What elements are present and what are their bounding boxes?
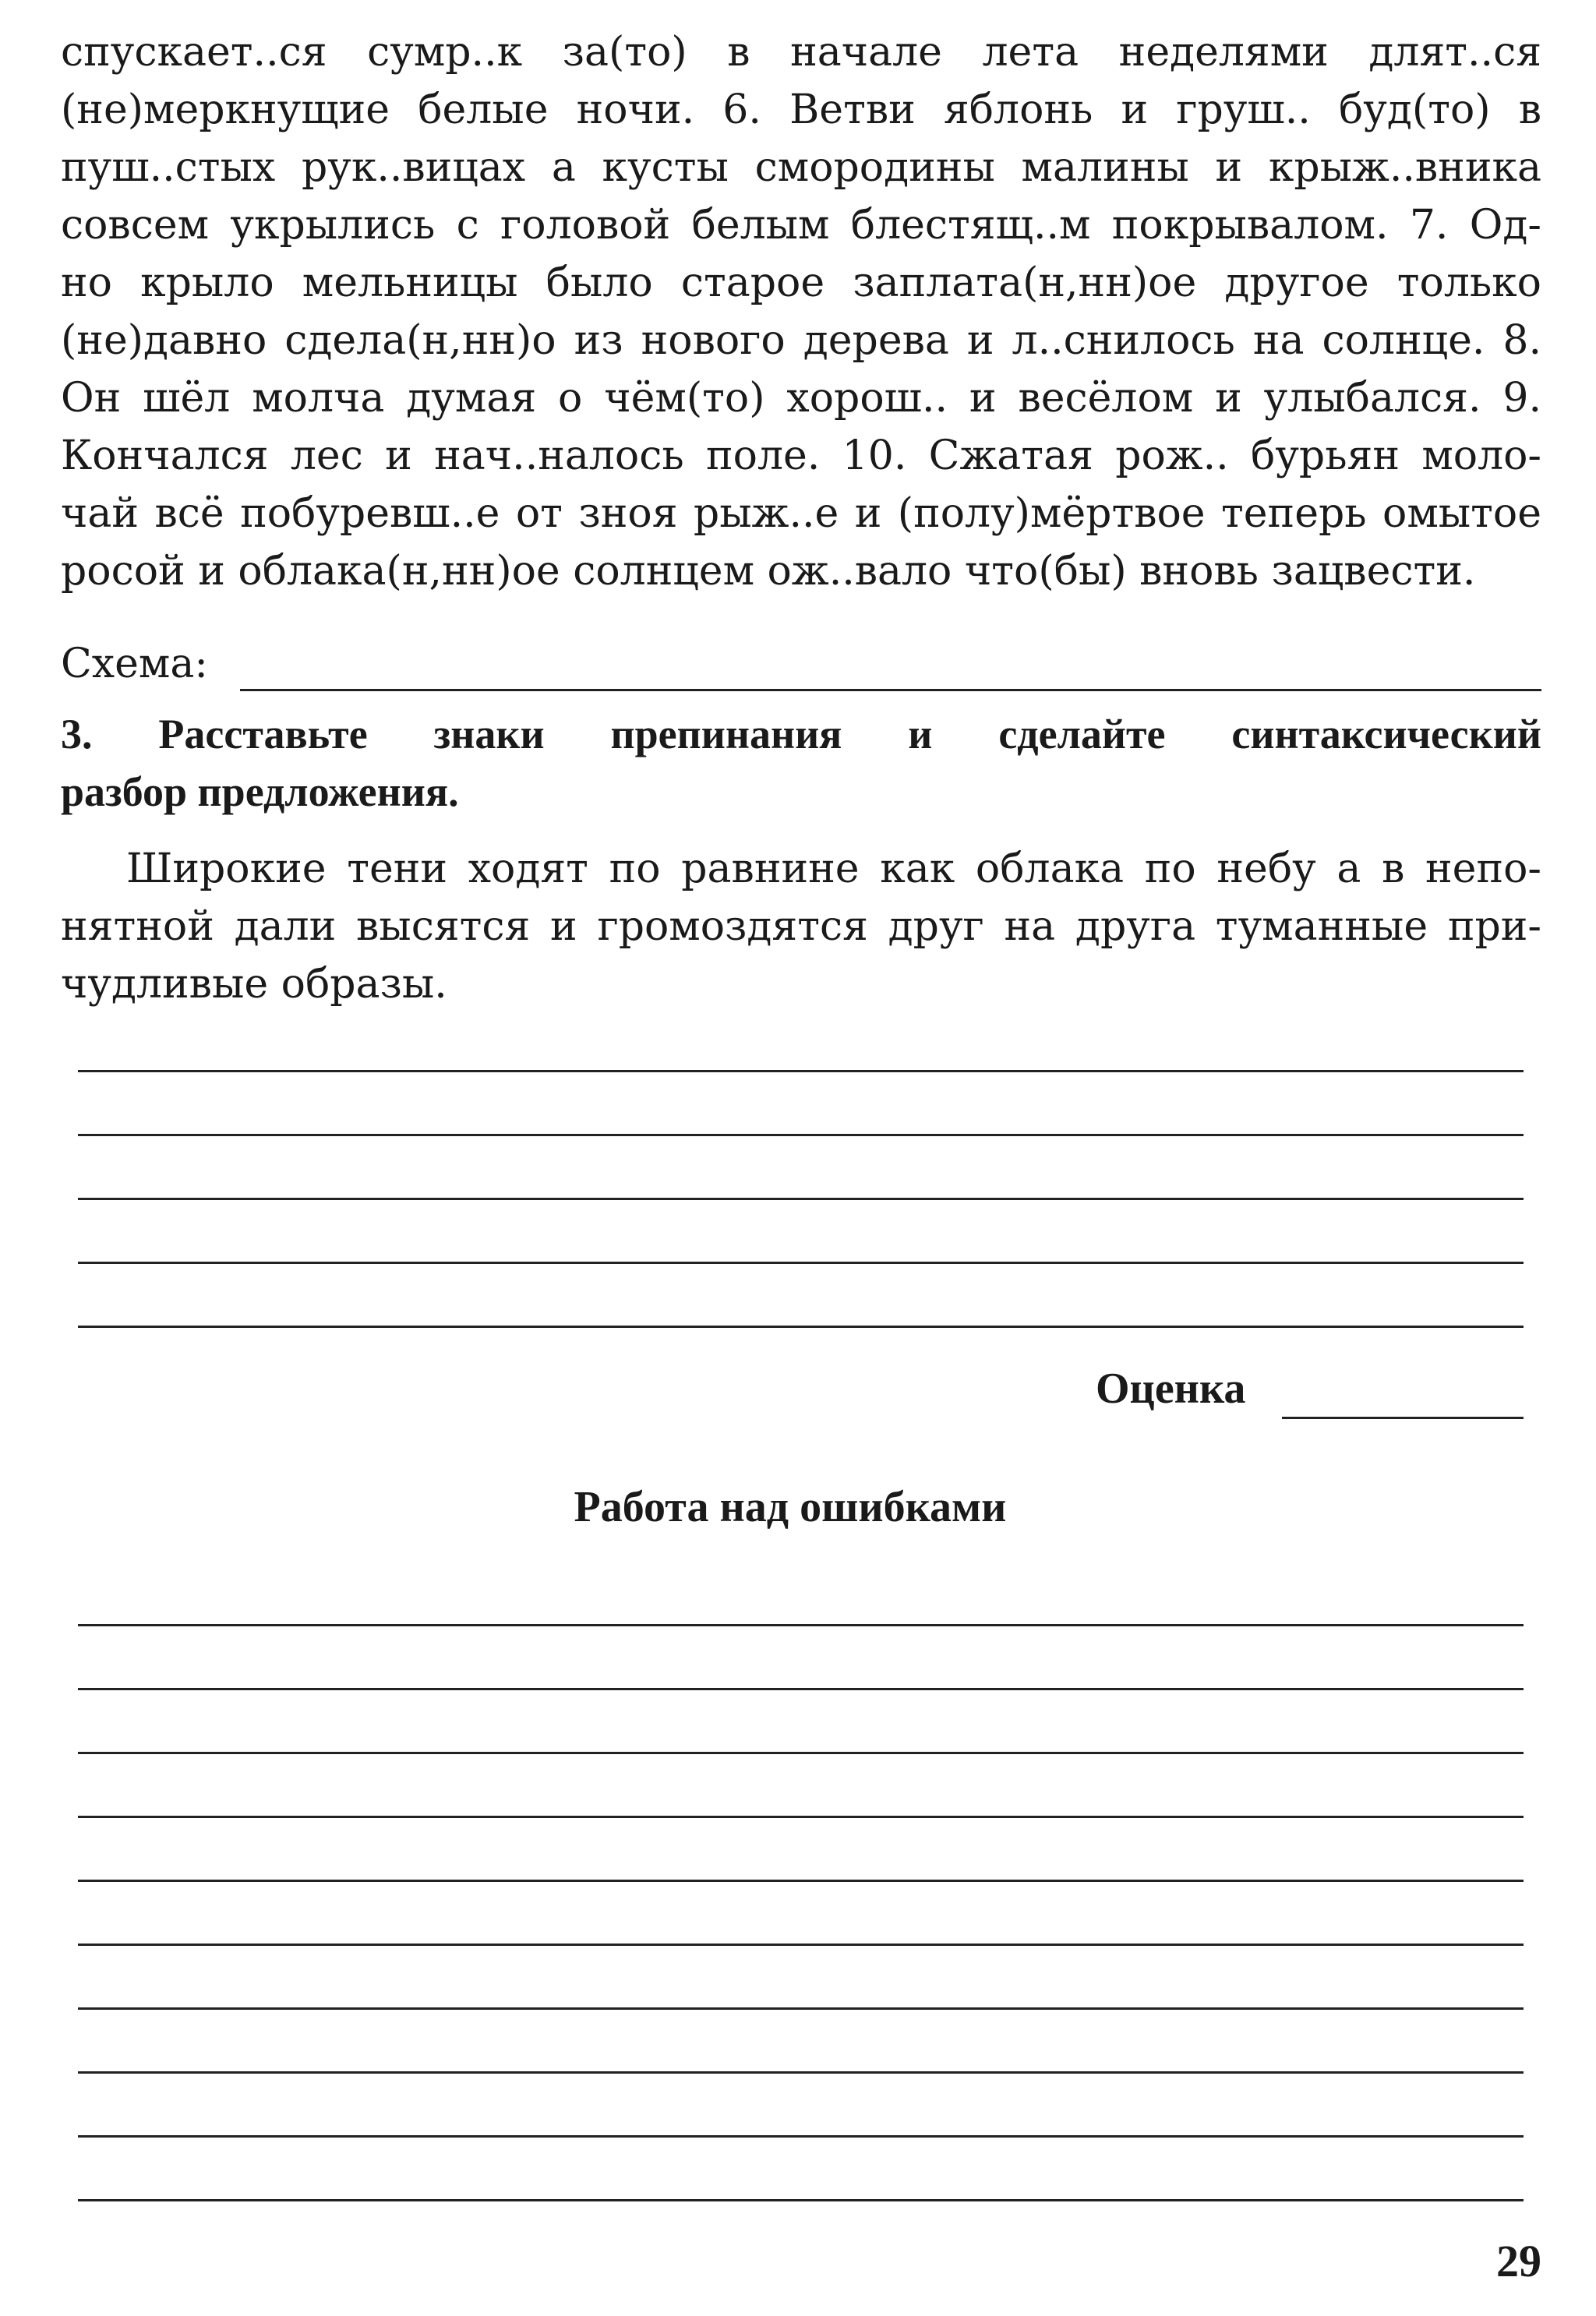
schema-answer-line[interactable]: [240, 689, 1541, 691]
correction-line[interactable]: [78, 1880, 1524, 1882]
sentence-line: нятной дали высятся и громоздятся друг на друга туманные при-: [61, 903, 1541, 950]
text-line: пуш..стых рук..вицах а кусты смородины малины и крыж..вника: [61, 144, 1541, 191]
answer-line[interactable]: [78, 1326, 1524, 1328]
correction-line[interactable]: [78, 2071, 1524, 2074]
exercise-paragraph: [61, 23, 1541, 600]
grade-label: Оценка: [1096, 1365, 1246, 1413]
correction-line[interactable]: [78, 2199, 1524, 2201]
sentence-line: Широкие тени ходят по равнине как облака по небу а в непо-: [126, 846, 1541, 892]
schema-row: [61, 633, 1541, 695]
correction-line[interactable]: [78, 2135, 1524, 2138]
page-number: 29: [1496, 2236, 1541, 2286]
correction-line[interactable]: [78, 1688, 1524, 1690]
task-3-sentence: [61, 840, 1541, 1013]
answer-line[interactable]: [78, 1134, 1524, 1136]
grade-field: [1091, 1356, 1527, 1426]
task-3-line: разбор предложения.: [61, 768, 459, 815]
text-line: спускает..ся сумр..к за(то) в начале лета неделями длят..ся: [61, 29, 1541, 76]
correction-line[interactable]: [78, 1944, 1524, 1946]
answer-line[interactable]: [78, 1198, 1524, 1200]
answer-line[interactable]: [78, 1262, 1524, 1264]
text-line: Он шёл молча думая о чём(то) хорош.. и весёлом и улыбался. 9.: [61, 375, 1541, 422]
text-line: Кончался лес и нач..налось поле. 10. Сжатая рож.. бурьян моло-: [61, 432, 1541, 479]
text-line: (не)давно сдела(н,нн)о из нового дерева и л..снилось на солнце. 8.: [61, 317, 1541, 364]
errors-section-title: Работа над ошибками: [574, 1483, 1007, 1531]
correction-line[interactable]: [78, 1752, 1524, 1754]
text-line: совсем укрылись с головой белым блестящ..м покрывалом. 7. Од-: [61, 202, 1541, 249]
text-line: росой и облака(н,нн)ое солнцем ож..вало что(бы) вновь зацвести.: [61, 548, 1476, 595]
schema-label: Схема:: [61, 641, 208, 687]
correction-line[interactable]: [78, 2007, 1524, 2010]
exercise-text: [61, 23, 1541, 600]
answer-line[interactable]: [78, 1070, 1524, 1072]
text-line: (не)меркнущие белые ночи. 6. Ветви яблонь и груш.. буд(то) в: [61, 86, 1541, 133]
text-line: чай всё побуревш..е от зноя рыж..е и (полу)мёртвое теперь омытое: [61, 490, 1541, 537]
correction-line[interactable]: [78, 1816, 1524, 1818]
correction-line[interactable]: [78, 1624, 1524, 1626]
sentence-line: чудливые образы.: [61, 961, 447, 1008]
text-line: но крыло мельницы было старое заплата(н,нн)ое другое только: [61, 259, 1541, 306]
grade-answer-line[interactable]: [1282, 1417, 1524, 1419]
task-3-line: 3. Расставьте знаки препинания и сделайте синтаксический: [61, 711, 1541, 757]
task-3-heading: [61, 705, 1541, 821]
